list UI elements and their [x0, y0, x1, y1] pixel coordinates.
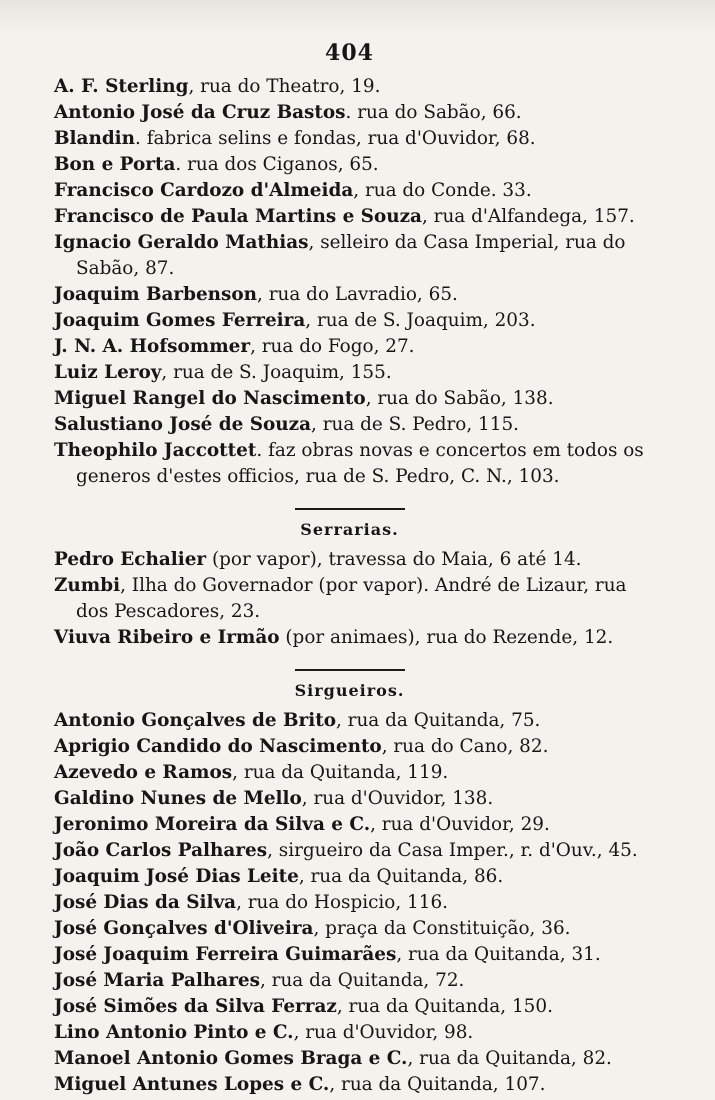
entry-name: Antonio Gonçalves de Brito: [54, 710, 336, 731]
entry-name: Zumbi: [54, 575, 121, 596]
list-item: [54, 864, 645, 890]
entry-details: , rua da Quitanda, 75.: [335, 710, 541, 731]
entry-details: , rua da Quitanda, 82.: [407, 1048, 612, 1069]
entry-details: (por animaes), rua do Rezende, 12.: [279, 627, 614, 648]
list-item: [54, 838, 645, 864]
entry-name: Manoel Antonio Gomes Braga e C.: [54, 1048, 408, 1069]
list-item: [54, 74, 645, 100]
list-item: [54, 1046, 645, 1072]
list-item: [54, 942, 645, 968]
entry-details: , rua da Quitanda, 107.: [329, 1074, 546, 1095]
section-title-sirgueiros: Sirgueiros.: [294, 681, 405, 700]
entry-name: J. N. A. Hofsommer: [54, 336, 251, 357]
list-item: [54, 100, 645, 126]
list-item: [54, 786, 645, 812]
entry-name: Theophilo Jaccottet: [54, 440, 257, 461]
entry-details: , praça da Constituição, 36.: [313, 918, 571, 939]
list-item: [54, 573, 645, 625]
entry-name: Blandin: [54, 128, 136, 149]
list-item: [54, 1020, 645, 1046]
entry-name: Ignacio Geraldo Mathias: [54, 232, 309, 253]
list-item: [54, 230, 645, 282]
entry-details: , sirgueiro da Casa Imper., r. d'Ouv., 45.: [267, 840, 638, 861]
list-item: [54, 812, 645, 838]
list-item: [54, 282, 645, 308]
entry-name: Francisco de Paula Martins e Souza: [54, 206, 422, 227]
entry-name: Aprigio Candido do Nascimento: [54, 736, 382, 757]
entry-details: , rua de S. Pedro, 115.: [311, 414, 519, 435]
entry-details: , rua do Hospicio, 116.: [236, 892, 449, 913]
entry-name: Joaquim Barbenson: [54, 284, 258, 305]
list-item: [54, 178, 645, 204]
entry-name: Miguel Antunes Lopes e C.: [54, 1074, 330, 1095]
entry-details: . rua dos Ciganos, 65.: [175, 154, 379, 175]
entry-details: , rua d'Ouvidor, 98.: [293, 1022, 474, 1043]
entry-details: , rua de S. Joaquim, 155.: [161, 362, 392, 383]
entry-name: Viuva Ribeiro e Irmão: [54, 627, 280, 648]
entry-name: Joaquim Gomes Ferreira: [54, 310, 306, 331]
entry-name: Luiz Leroy: [54, 362, 162, 383]
entry-details: , rua da Quitanda, 150.: [336, 996, 553, 1017]
entry-details: , rua do Lavradio, 65.: [257, 284, 458, 305]
list-item: [54, 1072, 645, 1098]
entry-details: , rua do Cano, 82.: [381, 736, 549, 757]
list-item: [54, 625, 645, 651]
list-item: [54, 412, 645, 438]
section-listing-1: [54, 74, 645, 490]
entry-details: , rua de S. Joaquim, 203.: [305, 310, 536, 331]
entry-details: , rua do Theatro, 19.: [188, 76, 381, 97]
entry-details: , rua da Quitanda, 31.: [396, 944, 601, 965]
entry-details: . rua do Sabão, 66.: [345, 102, 522, 123]
entry-name: José Simões da Silva Ferraz: [54, 996, 337, 1017]
entry-name: José Gonçalves d'Oliveira: [54, 918, 314, 939]
section-divider: [295, 669, 405, 671]
list-item: [54, 916, 645, 942]
entry-details: , selleiro da Casa Imperial, rua do Sabão, 87.: [76, 232, 626, 279]
list-item: [54, 386, 645, 412]
entry-name: Pedro Echalier: [54, 549, 207, 570]
list-item: [54, 547, 645, 573]
entry-name: José Joaquim Ferreira Guimarães: [54, 944, 397, 965]
list-item: [54, 994, 645, 1020]
section-title-serrarias: Serrarias.: [300, 520, 399, 539]
entry-details: , rua da Quitanda, 72.: [259, 970, 465, 991]
entry-name: Jeronimo Moreira da Silva e C.: [54, 814, 371, 835]
entry-name: Bon e Porta: [54, 154, 176, 175]
entry-name: José Dias da Silva: [54, 892, 237, 913]
entry-name: José Maria Palhares: [54, 970, 260, 991]
entry-name: Joaquim José Dias Leite: [54, 866, 299, 887]
list-item: [54, 308, 645, 334]
list-item: [54, 890, 645, 916]
entry-name: Francisco Cardozo d'Almeida: [54, 180, 354, 201]
list-item: [54, 708, 645, 734]
list-item: [54, 438, 645, 490]
entry-name: Salustiano José de Souza: [54, 414, 312, 435]
list-item: [54, 968, 645, 994]
entry-details: , rua do Sabão, 138.: [365, 388, 554, 409]
entry-details: . faz obras novas e concertos em todos os generos d'estes officios, rua de S. Pedro, C. N., 103.: [76, 440, 644, 487]
list-item: [54, 360, 645, 386]
list-item: [54, 334, 645, 360]
entry-details: (por vapor), travessa do Maia, 6 até 14.: [206, 549, 582, 570]
entry-details: , rua da Quitanda, 119.: [232, 762, 449, 783]
entry-details: , rua do Conde. 33.: [353, 180, 532, 201]
page-number: 404: [325, 40, 374, 66]
entry-name: Galdino Nunes de Mello: [54, 788, 302, 809]
entry-name: Antonio José da Cruz Bastos: [54, 102, 346, 123]
section-serrarias: [54, 547, 645, 651]
list-item: [54, 734, 645, 760]
list-item: [54, 204, 645, 230]
entry-name: Lino Antonio Pinto e C.: [54, 1022, 294, 1043]
entry-details: , rua do Fogo, 27.: [250, 336, 415, 357]
section-divider: [295, 508, 405, 510]
entry-name: João Carlos Palhares: [54, 840, 268, 861]
entry-details: , rua da Quitanda, 86.: [298, 866, 504, 887]
entry-details: . fabrica selins e fondas, rua d'Ouvidor, 68.: [135, 128, 536, 149]
list-item: [54, 126, 645, 152]
list-item: [54, 760, 645, 786]
entry-name: A. F. Sterling: [54, 76, 189, 97]
entry-details: , rua d'Ouvidor, 138.: [301, 788, 494, 809]
section-sirgueiros: [54, 708, 645, 1098]
top-print-noise: [0, 0, 715, 30]
list-item: [54, 152, 645, 178]
entry-details: , rua d'Alfandega, 157.: [421, 206, 635, 227]
entry-details: , Ilha do Governador (por vapor). André de Lizaur, rua dos Pescadores, 23.: [76, 575, 627, 622]
entry-details: , rua d'Ouvidor, 29.: [370, 814, 550, 835]
entry-name: Miguel Rangel do Nascimento: [54, 388, 366, 409]
entry-name: Azevedo e Ramos: [54, 762, 233, 783]
